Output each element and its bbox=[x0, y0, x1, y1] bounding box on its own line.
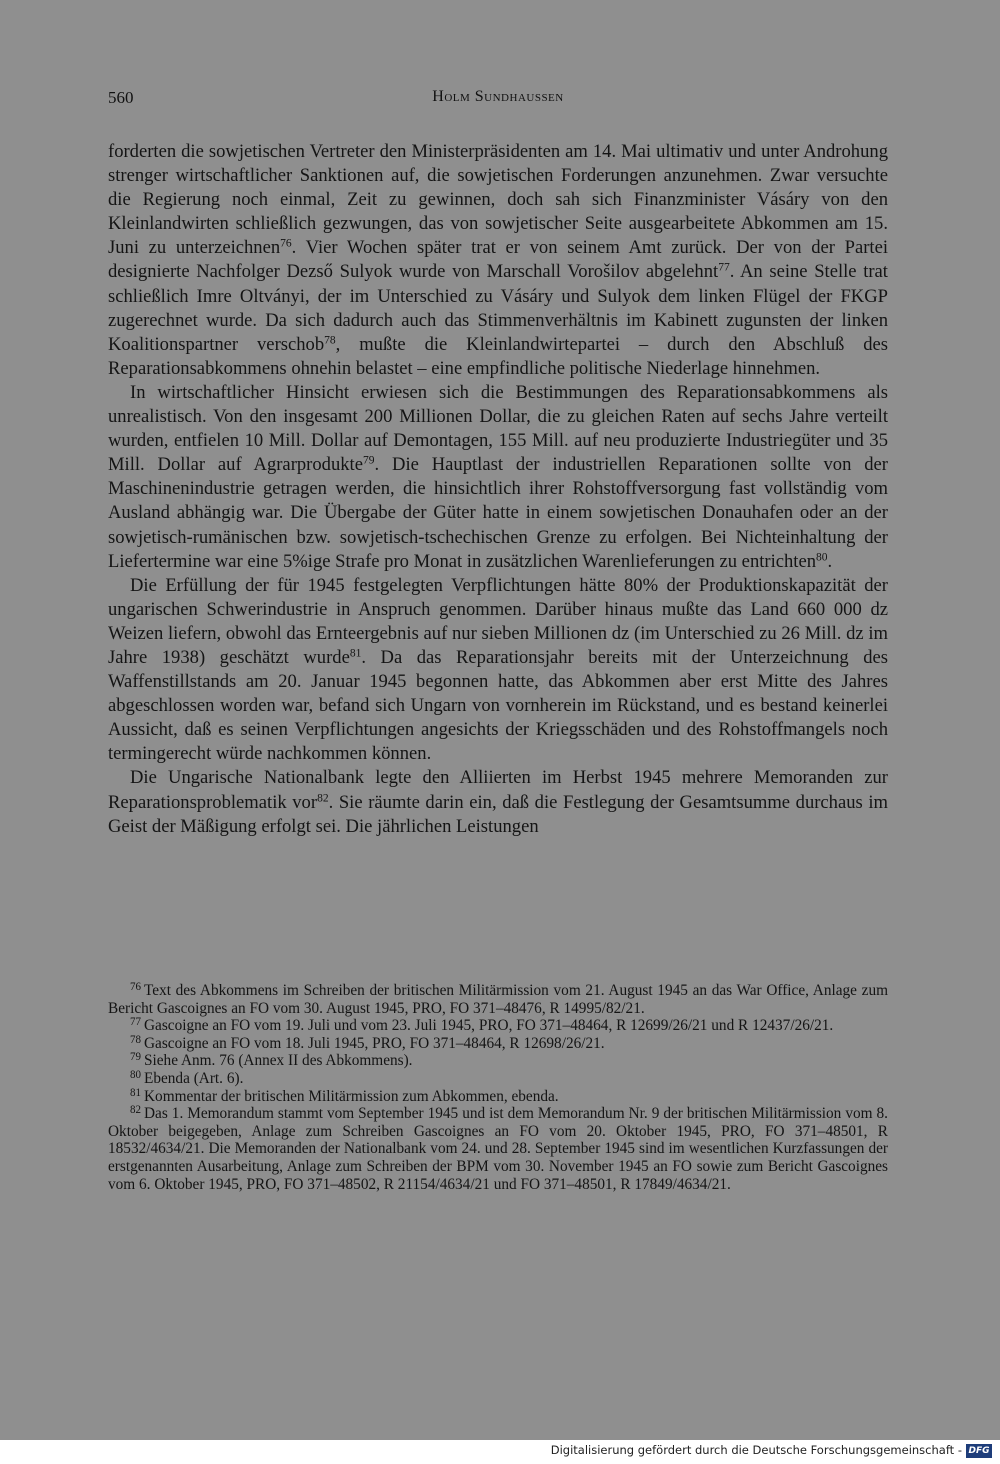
paragraph-text: . An seine Stelle trat schließlich Imre Oltványi, der im Unterschied zu Vásáry und Sulyok dem linken Flügel der FKGP zugerechnet wurde. Da sich dadurch auch das Stimmenverhältnis im Kabinett zugunsten der linken Koalitionspartner verschob bbox=[108, 261, 888, 355]
footnote bbox=[108, 982, 888, 1017]
page-header bbox=[108, 88, 888, 112]
footnote-text: Kommentar der britischen Militärmission zum Abkommen, ebenda. bbox=[144, 1087, 559, 1105]
footnote bbox=[108, 1035, 888, 1053]
footnote-number: 79 bbox=[130, 1051, 141, 1064]
footnote bbox=[108, 1052, 888, 1070]
paragraph-text: . bbox=[827, 550, 833, 572]
dfg-logo: DFG bbox=[966, 1444, 992, 1458]
paragraph-text: Die Erfüllung der für 1945 festgelegten Verpflichtungen hätte 80% der Produktionskapazität der ungarischen Schwerindustrie in Anspruch genommen. Darüber hinaus mußte das Land 660 000 dz Weizen liefern, obwohl das Ernteergebnis auf nur sieben Millionen dz (im Unterschied zu 26 Mill. dz im Jahre 1938) geschätzt wurde bbox=[108, 574, 888, 668]
footnote bbox=[108, 1070, 888, 1088]
footnote-reference: 76 bbox=[280, 238, 292, 251]
credit-bar bbox=[0, 1440, 1000, 1464]
paragraph-text: . Die Hauptlast der industriellen Reparationen sollte von der Maschinenindustrie getragen werden, die hinsichtlich ihrer Rohstoffversorgung fast vollständig vom Ausland abhängig war. Die Übergabe der Güter hatte in einem sowjetischen Donauhafen oder an der sowjetisch-rumänischen bzw. sowjetisch-tschechischen Grenze zu erfolgen. Bei Nichteinhaltung der Liefertermine war eine 5%ige Strafe pro Monat in zusätzlichen Warenlieferungen zu entrichten bbox=[108, 454, 888, 572]
footnote-text: Gascoigne an FO vom 18. Juli 1945, PRO, FO 371–48464, R 12698/26/21. bbox=[144, 1034, 605, 1052]
paragraph-text: . Da das Reparationsjahr bereits mit der Unterzeichnung des Waffenstillstands am 20. Januar 1945 begonnen hatte, das Abkommen aber erst Mitte des Jahres abgeschlossen worden war, befand sich Ungarn von vornherein im Rückstand, und es bestand keinerlei Aussicht, daß es seinen Verpflichtungen angesichts der Kriegsschäden und des Rohstoffmangels noch termingerecht würde nachkommen können. bbox=[108, 646, 888, 765]
body-paragraph bbox=[108, 574, 888, 767]
body-text bbox=[108, 140, 888, 839]
footnote-reference: 79 bbox=[362, 454, 375, 467]
footnote-text: Ebenda (Art. 6). bbox=[144, 1069, 244, 1087]
body-paragraph bbox=[108, 766, 888, 838]
page-number: 560 bbox=[108, 88, 134, 107]
footnote-number: 76 bbox=[130, 981, 141, 994]
digitization-credit: Digitalisierung gefördert durch die Deutsche Forschungsgemeinschaft - bbox=[550, 1443, 962, 1457]
paragraph-text: forderten die sowjetischen Vertreter den Ministerpräsidenten am 14. Mai ultimativ und unter Androhung strenger wirtschaftlicher Sanktionen auf, die sowjetischen Forderungen anzunehmen. Zwar versuchte die Regierung noch einmal, Zeit zu gewinnen, doch sah sich Finanzminister Vásáry von den Kleinlandwirten schließlich gezwungen, das von sowjetischer Seite ausgearbeitete Abkommen am 15. Juni zu unterzeichnen bbox=[108, 141, 888, 259]
paragraph-text: Die Ungarische Nationalbank legte den Alliierten im Herbst 1945 mehrere Memoranden zur Reparationsproblematik vor bbox=[108, 767, 888, 813]
footnote-number: 80 bbox=[130, 1069, 141, 1082]
body-paragraph bbox=[108, 140, 888, 381]
body-paragraph bbox=[108, 381, 888, 574]
footnote bbox=[108, 1088, 888, 1106]
running-head: Holm Sundhaussen bbox=[432, 88, 564, 105]
footnote-number: 81 bbox=[130, 1086, 141, 1099]
footnote-reference: 77 bbox=[718, 262, 730, 275]
footnote-reference: 82 bbox=[317, 792, 329, 805]
paragraph-text: . Sie räumte darin ein, daß die Festlegung der Gesamtsumme durchaus im Geist der Mäßigung erfolgt sei. Die jährlichen Leistungen bbox=[108, 791, 889, 837]
footnote bbox=[108, 1017, 888, 1035]
footnote-reference: 80 bbox=[816, 551, 828, 564]
footnote bbox=[108, 1105, 888, 1193]
footnote-text: Text des Abkommens im Schreiben der britischen Militärmission vom 21. August 1945 an das War Office, Anlage zum Bericht Gascoignes an FO vom 30. August 1945, PRO, FO 371–48476, R 14995/82/21. bbox=[108, 982, 888, 1017]
paragraph-text: In wirtschaftlicher Hinsicht erwiesen sich die Bestimmungen des Reparationsabkommens als unrealistisch. Von den insgesamt 200 Millionen Dollar, die zu gleichen Raten auf sechs Jahre verteilt wurden, entfielen 10 Mill. Dollar auf Demontagen, 155 Mill. auf neu produzierte Industriegüter und 35 Mill. Dollar auf Agrarprodukte bbox=[108, 381, 888, 476]
paragraph-text: . Vier Wochen später trat er von seinem Amt zurück. Der von der Partei designierte Nachfolger Dezső Sulyok wurde von Marschall Vorošilov abgelehnt bbox=[108, 237, 888, 283]
footnote-number: 78 bbox=[130, 1033, 141, 1046]
footnote-reference: 78 bbox=[324, 334, 336, 347]
footnote-number: 77 bbox=[130, 1016, 141, 1029]
footnotes bbox=[108, 982, 888, 1193]
footnote-reference: 81 bbox=[349, 647, 362, 660]
paragraph-text: , mußte die Kleinlandwirtepartei – durch den Abschluß des Reparationsabkommens ohnehin belastet – eine empfindliche politische Niederlage hinnehmen. bbox=[108, 333, 889, 379]
footnote-number: 82 bbox=[130, 1104, 141, 1117]
footnote-text: Siehe Anm. 76 (Annex II des Abkommens). bbox=[144, 1052, 413, 1070]
footnote-text: Gascoigne an FO vom 19. Juli und vom 23. Juli 1945, PRO, FO 371–48464, R 12699/26/21 und R 12437/26/21. bbox=[144, 1017, 834, 1035]
footnote-text: Das 1. Memorandum stammt vom September 1945 und ist dem Memorandum Nr. 9 der britischen Militärmission vom 8. Oktober beigegeben, Anlage zum Schreiben Gascoignes an FO vom 20. Oktober 1945, PRO, FO 371–48501, R 18532/4634/21. Die Memoranden der Nationalbank vom 24. und 28. September 1945 sind im wesentlichen Kurzfassungen der erstgenannten Ausarbeitung, Anlage zum Schreiben der BPM vom 30. November 1945 an FO sowie zum Bericht Gascoignes vom 6. Oktober 1945, PRO, FO 371–48502, R 21154/4634/21 und FO 371–48501, R 17849/4634/21. bbox=[108, 1105, 888, 1193]
